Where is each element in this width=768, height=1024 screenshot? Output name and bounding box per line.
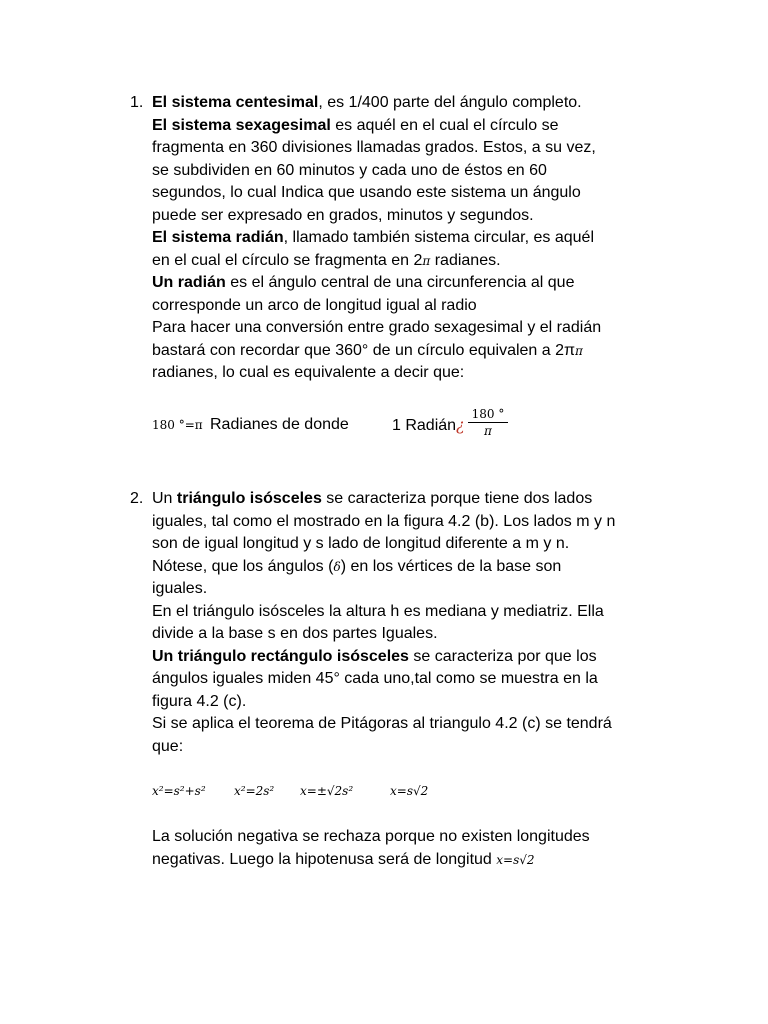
term-isosceles: triángulo isósceles (176, 490, 322, 507)
text-line (152, 272, 672, 295)
formula-symbol: ¿ (456, 415, 465, 434)
text-line: iguales, tal como el mostrado en la figura 4.2 (b). Los lados m y n (152, 512, 616, 530)
conclusion-content (152, 826, 672, 871)
formula-lhs: 180 °=π (152, 418, 203, 432)
hypotenuse-formula: x=s√2 (496, 852, 535, 867)
text-line (152, 250, 672, 273)
equation-3: x=±√2s² (300, 784, 354, 798)
text-line: se subdividen en 60 minutos y cada uno de éstos en 60 (152, 161, 547, 179)
pythagoras-equations (152, 780, 552, 804)
equation-1: x²=s²+s² (152, 784, 206, 798)
term-right-isosceles: Un triángulo rectángulo isósceles (152, 647, 409, 665)
list-number: 2. (130, 490, 144, 507)
fraction (468, 406, 508, 439)
text-line: figura 4.2 (c). (152, 692, 247, 710)
text-line: La solución negativa se rechaza porque no existen longitudes (152, 828, 590, 845)
text: es el ángulo central de una circunferencia al que (225, 274, 575, 291)
radian-label: 1 Radián (392, 417, 457, 434)
list-item-content (152, 488, 672, 758)
text-line: son de igual longitud y s lado de longitud diferente a m y n. (152, 535, 570, 552)
equation-4: x=s√2 (390, 784, 429, 798)
term-radian-system: El sistema radián (152, 229, 284, 246)
list-item-content (152, 92, 672, 385)
text-line (152, 340, 672, 363)
text: ) en los vértices de la base son (340, 557, 562, 575)
equation-2: x²=2s² (234, 784, 275, 798)
text-line (152, 92, 672, 115)
text-line (152, 849, 672, 872)
term-radian: Un radián (152, 274, 226, 291)
text: bastará con recordar que 360° de un círculo equivalen a 2π (152, 341, 576, 359)
text-line (152, 556, 672, 579)
text: se caracteriza por que los (408, 647, 597, 665)
text: en el cual el círculo se fragmenta en 2 (152, 251, 423, 269)
text: , llamado también sistema circular, es aquél (283, 229, 594, 246)
text: negativas. Luego la hipotenusa será de longitud (152, 850, 497, 868)
text: se caracteriza porque tiene dos lados (321, 490, 593, 507)
text-line: ángulos iguales miden 45° cada uno,tal como se muestra en la (152, 670, 598, 687)
term-sexagesimal: El sistema sexagesimal (152, 116, 331, 134)
delta-symbol: δ (333, 559, 341, 574)
text-line: iguales. (152, 580, 208, 597)
text: radianes. (430, 251, 501, 269)
text: Nótese, que los ángulos ( (152, 557, 334, 575)
text: , es 1/400 parte del ángulo completo. (318, 94, 582, 111)
text-line: Para hacer una conversión entre grado sexagesimal y el radián (152, 319, 602, 336)
text: es aquél en el cual el círculo se (330, 116, 559, 134)
text-line: fragmenta en 360 divisiones llamadas grados. Estos, a su vez, (152, 139, 596, 156)
fraction-denominator: π (484, 424, 492, 438)
conversion-formula (152, 404, 552, 444)
text-line: En el triángulo isósceles la altura h es mediana y mediatriz. Ella (152, 602, 604, 620)
text-line: Si se aplica el teorema de Pitágoras al triangulo 4.2 (c) se tendrá (152, 715, 612, 732)
pi-symbol: π (422, 253, 431, 268)
text-line: corresponde un arco de longitud igual al radio (152, 296, 477, 314)
fraction-numerator: 180 ° (468, 406, 508, 423)
term-centesimal: El sistema centesimal (152, 94, 319, 111)
text-line (152, 646, 672, 669)
text: Un (152, 490, 177, 507)
text-line: que: (152, 737, 184, 755)
text-line (152, 115, 672, 138)
text-line (152, 488, 672, 511)
text-line (152, 227, 672, 250)
text-line: puede ser expresado en grados, minutos y segundos. (152, 206, 534, 224)
text-line: radianes, lo cual es equivalente a decir que: (152, 364, 465, 381)
list-number: 1. (130, 94, 144, 111)
formula-text: Radianes de donde (210, 416, 349, 433)
formula-text (392, 414, 465, 438)
text-line: segundos, lo cual Indica que usando este sistema un ángulo (152, 184, 581, 201)
pi-symbol: π (575, 343, 583, 358)
text-line: divide a la base s en dos partes Iguales. (152, 625, 438, 642)
